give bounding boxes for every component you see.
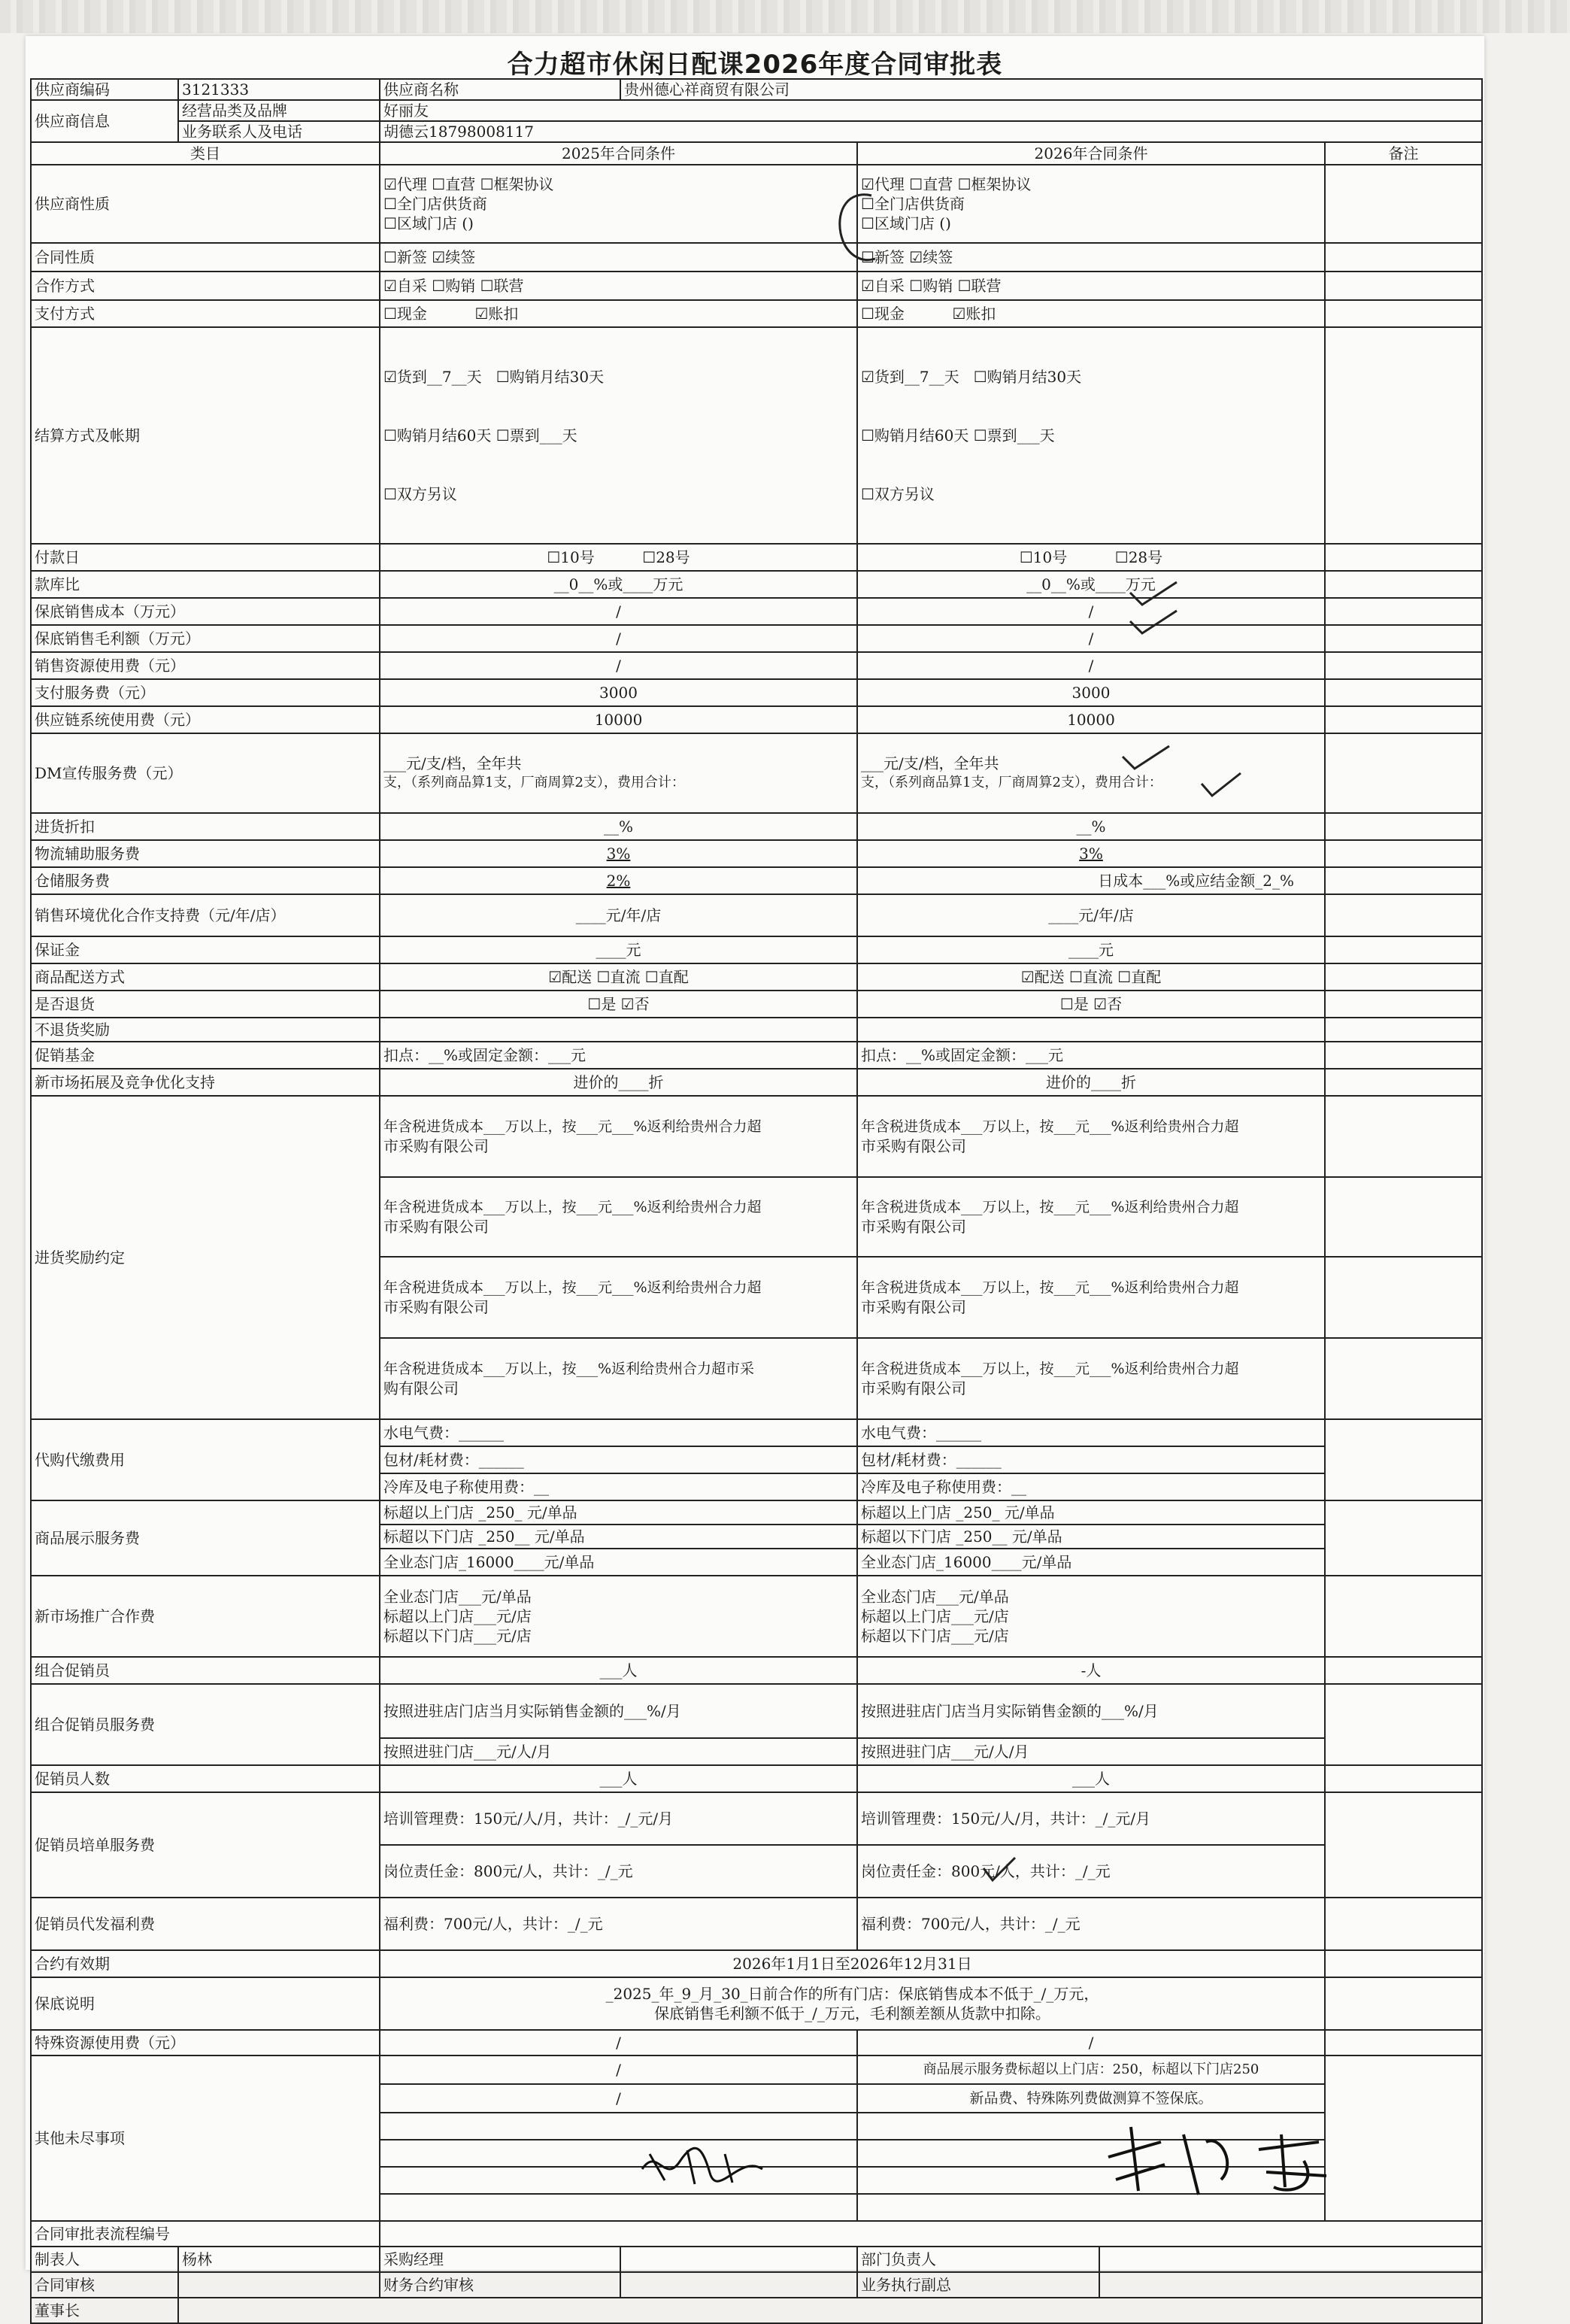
pay-2025: ☐现金 ☑账扣: [380, 300, 857, 327]
supply-chain-2026: 10000: [857, 706, 1325, 733]
remark-cell: [1325, 867, 1482, 894]
buyer-signature-cell: [620, 2247, 857, 2272]
remark-cell: [1325, 963, 1482, 991]
warehouse-2026: 日成本___%或应结金额_2_%: [857, 867, 1325, 894]
payday-2025: ☐10号 ☐28号: [380, 544, 857, 571]
remark-cell: [1325, 2030, 1482, 2055]
resource-fee-2026: /: [857, 652, 1325, 679]
field-label: 供应商编码: [31, 79, 178, 100]
field-label: 代购代缴费用: [31, 1419, 380, 1500]
dm-2025: ___元/支/档，全年共 支，（系列商品算1支，厂商周算2支），费用合计：: [380, 733, 857, 813]
header-2026: 2026年合同条件: [857, 142, 1325, 165]
approval-table: [30, 78, 1483, 2324]
welfare-2025: 福利费：700元/人，共计：_/_元: [380, 1898, 857, 1950]
field-label: 促销员培单服务费: [31, 1792, 380, 1898]
table-row: [31, 2055, 1482, 2084]
display-2026-1: 标超以上门店 _250_ 元/单品: [857, 1500, 1325, 1525]
logistics-2026: 3%: [857, 840, 1325, 867]
special-2026: /: [857, 2030, 1325, 2055]
new-market-2026: 进价的____折: [857, 1069, 1325, 1096]
field-label: 促销员人数: [31, 1765, 380, 1792]
field-label: 商品展示服务费: [31, 1500, 380, 1576]
header-category: 类目: [31, 142, 380, 165]
table-header-row: [31, 142, 1482, 165]
table-row: [31, 165, 1482, 243]
table-row: [31, 2272, 1482, 2298]
remark-cell: [1325, 327, 1482, 544]
table-row: [31, 100, 1482, 121]
table-row: [31, 867, 1482, 894]
field-label: DM宣传服务费（元）: [31, 733, 380, 813]
field-label: 合作方式: [31, 272, 380, 300]
training-2025-1: 培训管理费：150元/人/月，共计：_/_元/月: [380, 1792, 857, 1845]
field-label: 保底销售成本（万元）: [31, 598, 380, 625]
remark-cell: [1325, 243, 1482, 272]
table-row: [31, 1977, 1482, 2030]
table-row: [31, 1950, 1482, 1977]
combo-fee-2025-2: 按照进驻门店___元/人/月: [380, 1738, 857, 1765]
remark-cell: [1325, 625, 1482, 652]
no-return-2026: [857, 1018, 1325, 1042]
no-return-2025: [380, 1018, 857, 1042]
combo-2026: -人: [857, 1657, 1325, 1684]
promo-fund-2026: 扣点：__%或固定金额：___元: [857, 1042, 1325, 1069]
remark-cell: [1325, 272, 1482, 300]
table-row: [31, 936, 1482, 963]
deposit-2025: ____元: [380, 936, 857, 963]
field-label: 供应商名称: [380, 79, 620, 100]
field-label: 进货折扣: [31, 813, 380, 840]
remark-cell: [1325, 165, 1482, 243]
return-2025: ☐是 ☑否: [380, 991, 857, 1018]
table-row: [31, 625, 1482, 652]
field-label: 合同审批表流程编号: [31, 2221, 380, 2247]
min-cost-2026: /: [857, 598, 1325, 625]
display-2026-3: 全业态门店_16000____元/单品: [857, 1549, 1325, 1576]
field-label: 保底说明: [31, 1977, 380, 2030]
supplier-contact: 胡德云18798008117: [380, 121, 1482, 142]
table-row: [31, 706, 1482, 733]
field-label: 业务执行副总: [857, 2272, 1099, 2298]
deposit-2026: ____元: [857, 936, 1325, 963]
remark-cell: [1325, 1042, 1482, 1069]
payday-2026: ☐10号 ☐28号: [857, 544, 1325, 571]
field-label: 保证金: [31, 936, 380, 963]
table-row: [31, 272, 1482, 300]
dm-2026: ___元/支/档，全年共 支，（系列商品算1支，厂商周算2支），费用合计：: [857, 733, 1325, 813]
field-label: 部门负责人: [857, 2247, 1099, 2272]
table-row: [31, 2030, 1482, 2055]
remark-cell: [1325, 1684, 1482, 1765]
remark-cell: [1325, 571, 1482, 598]
field-label: 制表人: [31, 2247, 178, 2272]
rebate-2025-4: 年含税进货成本___万以上，按___%返利给贵州合力超市采 购有限公司: [380, 1338, 857, 1419]
scan-top-edge: [0, 0, 1570, 33]
combo-2025: ___人: [380, 1657, 857, 1684]
remark-cell: [1325, 1977, 1482, 2030]
header-remark: 备注: [1325, 142, 1482, 165]
other-2025-2: /: [380, 2084, 857, 2113]
table-row: [31, 121, 1482, 142]
maker-name: 杨林: [178, 2247, 380, 2272]
remark-cell: [1325, 679, 1482, 706]
remark-cell: [1325, 1069, 1482, 1096]
table-row: [31, 840, 1482, 867]
display-2026-2: 标超以下门店 _250__ 元/单品: [857, 1525, 1325, 1549]
promote-2025: 全业态门店___元/单品 标超以上门店___元/店 标超以下门店___元/店: [380, 1576, 857, 1657]
table-row: [31, 1419, 1482, 1446]
remark-cell: [1325, 991, 1482, 1018]
settle-2025: ☑货到__7__天 ☐购销月结30天 ☐购销月结60天 ☐票到___天 ☐双方另议: [380, 327, 857, 544]
stock-ratio-2025: __0__%或____万元: [380, 571, 857, 598]
page-title: 合力超市休闲日配课2026年度合同审批表: [507, 50, 1003, 80]
delivery-2026: ☑配送 ☐直流 ☐直配: [857, 963, 1325, 991]
other-2026-1: 商品展示服务费标超以上门店：250，标超以下门店250: [857, 2055, 1325, 2084]
min-margin-2025: /: [380, 625, 857, 652]
promoter-count-2026: ___人: [857, 1765, 1325, 1792]
agency-2025-1: 水电气费：______: [380, 1419, 857, 1446]
promoter-count-2025: ___人: [380, 1765, 857, 1792]
rebate-2025-1: 年含税进货成本___万以上，按___元___%返利给贵州合力超 市采购有限公司: [380, 1096, 857, 1177]
remark-cell: [1325, 1018, 1482, 1042]
table-row: [31, 1042, 1482, 1069]
supply-chain-2025: 10000: [380, 706, 857, 733]
agency-2025-2: 包材/耗材费：______: [380, 1446, 857, 1473]
delivery-2025: ☑配送 ☐直流 ☐直配: [380, 963, 857, 991]
remark-cell: [1325, 1950, 1482, 1977]
remark-cell: [1325, 1419, 1482, 1500]
field-label: 供应链系统使用费（元）: [31, 706, 380, 733]
field-label: 保底销售毛利额（万元）: [31, 625, 380, 652]
remark-cell: [1325, 652, 1482, 679]
display-2025-1: 标超以上门店 _250_ 元/单品: [380, 1500, 857, 1525]
field-label: 组合促销员服务费: [31, 1684, 380, 1765]
guarantee-text: _2025_年_9_月_30_日前合作的所有门店：保底销售成本不低于_/_万元， 保底销售毛利额不低于_/_万元，毛利额差额从货款中扣除。: [380, 1977, 1325, 2030]
pay-2026: ☐现金 ☑账扣: [857, 300, 1325, 327]
approval-form-sheet: [26, 36, 1484, 2319]
return-2026: ☐是 ☑否: [857, 991, 1325, 1018]
field-label: 促销员代发福利费: [31, 1898, 380, 1950]
table-row: [31, 300, 1482, 327]
table-row: [31, 571, 1482, 598]
field-label: 销售资源使用费（元）: [31, 652, 380, 679]
table-row: [31, 1684, 1482, 1738]
resource-fee-2025: /: [380, 652, 857, 679]
table-row: [31, 1096, 1482, 1177]
table-row: [31, 1765, 1482, 1792]
remark-cell: [1325, 1765, 1482, 1792]
field-label: 经营品类及品牌: [178, 100, 380, 121]
special-2025: /: [380, 2030, 857, 2055]
field-label: 合同审核: [31, 2272, 178, 2298]
discount-2026: __%: [857, 813, 1325, 840]
remark-cell: [1325, 894, 1482, 936]
table-row: [31, 79, 1482, 100]
remark-cell: [1325, 706, 1482, 733]
vp-cell: [1099, 2272, 1482, 2298]
finance-cell: [620, 2272, 857, 2298]
validity-period: 2026年1月1日至2026年12月31日: [380, 1950, 1325, 1977]
remark-cell: [1325, 1898, 1482, 1950]
remark-cell: [1325, 2055, 1482, 2221]
remark-cell: [1325, 813, 1482, 840]
table-row: [31, 963, 1482, 991]
remark-cell: [1325, 300, 1482, 327]
remark-cell: [1325, 840, 1482, 867]
table-row: [31, 327, 1482, 544]
agency-2025-3: 冷库及电子称使用费：__: [380, 1473, 857, 1500]
table-row: [31, 991, 1482, 1018]
table-row: [31, 1657, 1482, 1684]
rebate-2026-2: 年含税进货成本___万以上，按___元___%返利给贵州合力超 市采购有限公司: [857, 1177, 1325, 1257]
contract-nature-2025: ☐新签 ☑续签: [380, 243, 857, 272]
supplier-brand: 好丽友: [380, 100, 1482, 121]
field-label: 组合促销员: [31, 1657, 380, 1684]
field-label: 业务联系人及电话: [178, 121, 380, 142]
agency-2026-3: 冷库及电子称使用费：__: [857, 1473, 1325, 1500]
flow-number: [380, 2221, 1482, 2247]
training-2026-2: 岗位责任金：800元/人，共计：_/_元: [857, 1845, 1325, 1898]
field-label: 商品配送方式: [31, 963, 380, 991]
table-row: [31, 2221, 1482, 2247]
field-label: 结算方式及帐期: [31, 327, 380, 544]
table-row: [31, 813, 1482, 840]
field-label: 促销基金: [31, 1042, 380, 1069]
supplier-code: 3121333: [178, 79, 380, 100]
table-row: [31, 598, 1482, 625]
dept-signature-cell: [1099, 2247, 1482, 2272]
chairman-cell: [178, 2298, 1482, 2323]
new-market-2025: 进价的____折: [380, 1069, 857, 1096]
remark-cell: [1325, 598, 1482, 625]
training-2026-1: 培训管理费：150元/人/月，共计：_/_元/月: [857, 1792, 1325, 1845]
warehouse-2025: 2%: [380, 867, 857, 894]
agency-2026-2: 包材/耗材费：______: [857, 1446, 1325, 1473]
min-cost-2025: /: [380, 598, 857, 625]
remark-cell: [1325, 1792, 1482, 1898]
table-row: [31, 733, 1482, 813]
rebate-2026-1: 年含税进货成本___万以上，按___元___%返利给贵州合力超 市采购有限公司: [857, 1096, 1325, 1177]
field-label: 合同性质: [31, 243, 380, 272]
promo-fund-2025: 扣点：__%或固定金额：___元: [380, 1042, 857, 1069]
nature-2025: ☑代理 ☐直营 ☐框架协议 ☐全门店供货商 ☐区域门店 (): [380, 165, 857, 243]
field-label: 特殊资源使用费（元）: [31, 2030, 380, 2055]
other-2026-2: 新品费、特殊陈列费做测算不签保底。: [857, 2084, 1325, 2113]
table-row: [31, 2298, 1482, 2323]
field-label: 供应商信息: [31, 100, 178, 142]
table-row: [31, 544, 1482, 571]
field-label: 采购经理: [380, 2247, 620, 2272]
coop-2026: ☑自采 ☐购销 ☐联营: [857, 272, 1325, 300]
table-row: [31, 652, 1482, 679]
remark-cell: [1325, 936, 1482, 963]
field-label: 新市场拓展及竞争优化支持: [31, 1069, 380, 1096]
table-row: [31, 679, 1482, 706]
header-2025: 2025年合同条件: [380, 142, 857, 165]
remark-cell: [1325, 1576, 1482, 1657]
table-row: [31, 1018, 1482, 1042]
combo-fee-2025-1: 按照进驻店门店当月实际销售金额的___%/月: [380, 1684, 857, 1738]
field-label: 合约有效期: [31, 1950, 380, 1977]
field-label: 物流辅助服务费: [31, 840, 380, 867]
agency-2026-1: 水电气费：______: [857, 1419, 1325, 1446]
field-label: 其他未尽事项: [31, 2055, 380, 2221]
rebate-2025-2: 年含税进货成本___万以上，按___元___%返利给贵州合力超 市采购有限公司: [380, 1177, 857, 1257]
logistics-2025: 3%: [380, 840, 857, 867]
table-row: [31, 1500, 1482, 1525]
stock-ratio-2026: __0__%或____万元: [857, 571, 1325, 598]
table-row: [31, 1792, 1482, 1845]
pay-service-2026: 3000: [857, 679, 1325, 706]
coop-2025: ☑自采 ☐购销 ☐联营: [380, 272, 857, 300]
remark-cell: [1325, 1338, 1482, 1419]
table-row: [31, 1898, 1482, 1950]
min-margin-2026: /: [857, 625, 1325, 652]
field-label: 仓储服务费: [31, 867, 380, 894]
promote-2026: 全业态门店___元/单品 标超以上门店___元/店 标超以下门店___元/店: [857, 1576, 1325, 1657]
pay-service-2025: 3000: [380, 679, 857, 706]
env-2025: ____元/年/店: [380, 894, 857, 936]
supplier-name: 贵州德心祥商贸有限公司: [620, 79, 1482, 100]
field-label: 不退货奖励: [31, 1018, 380, 1042]
field-label: 进货奖励约定: [31, 1096, 380, 1419]
field-label: 供应商性质: [31, 165, 380, 243]
field-label: 新市场推广合作费: [31, 1576, 380, 1657]
remark-cell: [1325, 1177, 1482, 1257]
field-label: 支付服务费（元）: [31, 679, 380, 706]
settle-2026: ☑货到__7__天 ☐购销月结30天 ☐购销月结60天 ☐票到___天 ☐双方另议: [857, 327, 1325, 544]
remark-cell: [1325, 1657, 1482, 1684]
field-label: 财务合约审核: [380, 2272, 620, 2298]
rebate-2025-3: 年含税进货成本___万以上，按___元___%返利给贵州合力超 市采购有限公司: [380, 1257, 857, 1338]
remark-cell: [1325, 1257, 1482, 1338]
remark-cell: [1325, 544, 1482, 571]
table-row: [31, 1069, 1482, 1096]
combo-fee-2026-2: 按照进驻门店___元/人/月: [857, 1738, 1325, 1765]
display-2025-2: 标超以下门店 _250__ 元/单品: [380, 1525, 857, 1549]
table-row: [31, 1576, 1482, 1657]
field-label: 付款日: [31, 544, 380, 571]
table-row: [31, 2247, 1482, 2272]
field-label: 支付方式: [31, 300, 380, 327]
review-cell: [178, 2272, 380, 2298]
env-2026: ____元/年/店: [857, 894, 1325, 936]
welfare-2026: 福利费：700元/人，共计：_/_元: [857, 1898, 1325, 1950]
nature-2026: ☑代理 ☐直营 ☐框架协议 ☐全门店供货商 ☐区域门店 (): [857, 165, 1325, 243]
remark-cell: [1325, 1500, 1482, 1576]
field-label: 是否退货: [31, 991, 380, 1018]
table-row: [31, 243, 1482, 272]
table-row: [31, 894, 1482, 936]
display-2025-3: 全业态门店_16000____元/单品: [380, 1549, 857, 1576]
discount-2025: __%: [380, 813, 857, 840]
rebate-2026-4: 年含税进货成本___万以上，按___元___%返利给贵州合力超 市采购有限公司: [857, 1338, 1325, 1419]
training-2025-2: 岗位责任金：800元/人，共计：_/_元: [380, 1845, 857, 1898]
rebate-2026-3: 年含税进货成本___万以上，按___元___%返利给贵州合力超 市采购有限公司: [857, 1257, 1325, 1338]
other-2025-1: /: [380, 2055, 857, 2084]
combo-fee-2026-1: 按照进驻店门店当月实际销售金额的___%/月: [857, 1684, 1325, 1738]
contract-nature-2026: ☐新签 ☑续签: [857, 243, 1325, 272]
field-label: 董事长: [31, 2298, 178, 2323]
field-label: 款库比: [31, 571, 380, 598]
remark-cell: [1325, 733, 1482, 813]
remark-cell: [1325, 1096, 1482, 1177]
field-label: 销售环境优化合作支持费（元/年/店）: [31, 894, 380, 936]
